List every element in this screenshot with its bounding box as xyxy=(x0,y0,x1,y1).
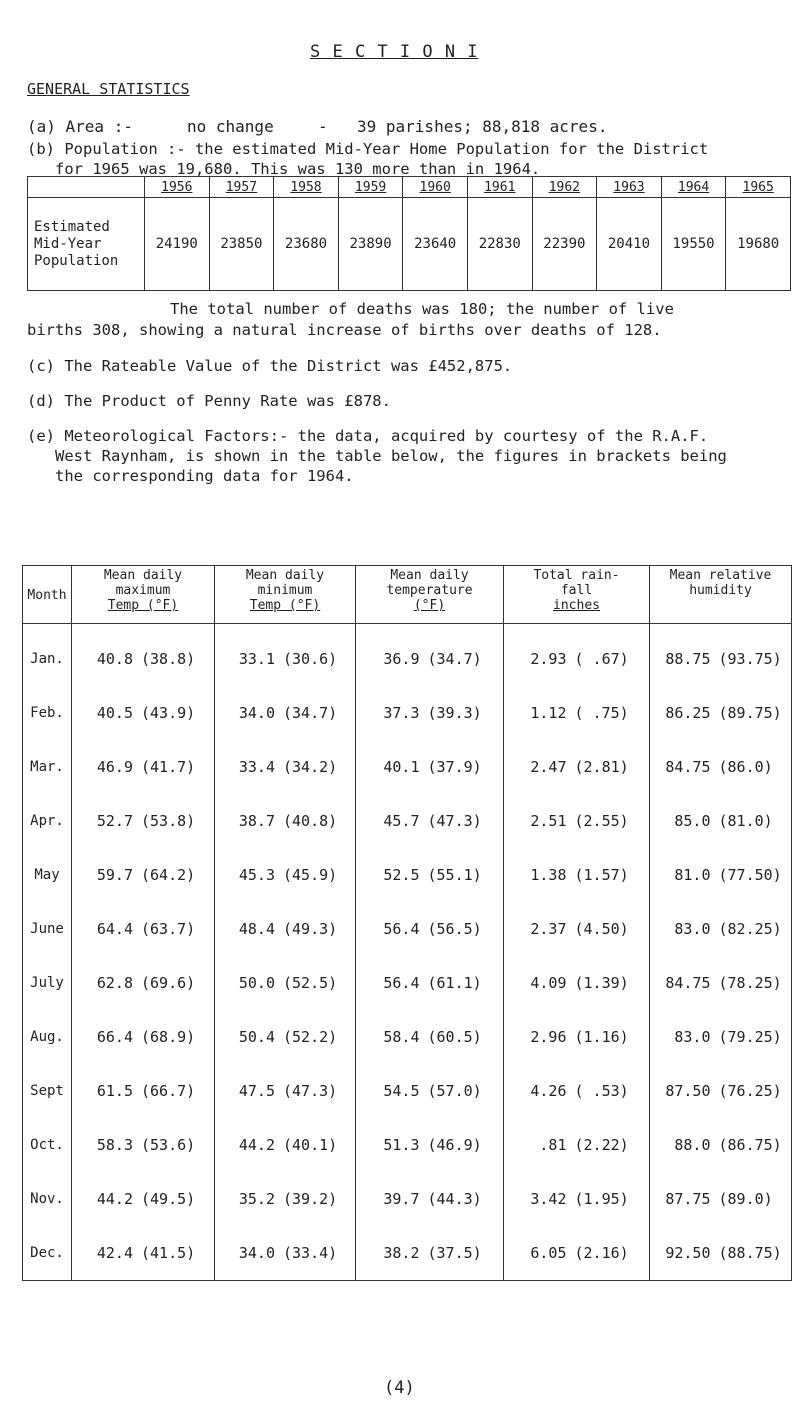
max-value: 59.7 xyxy=(96,866,133,884)
table-row xyxy=(23,1010,792,1064)
temp-previous-year: (39.3) xyxy=(427,704,482,722)
min-previous-year: (45.9) xyxy=(283,866,338,884)
min-value: 33.1 xyxy=(238,650,275,668)
min-value: 35.2 xyxy=(238,1190,275,1208)
min-previous-year: (34.2) xyxy=(283,758,338,776)
table-row xyxy=(23,624,792,687)
population-value: 23640 xyxy=(403,198,468,291)
rain-cell xyxy=(504,902,650,956)
population-value: 20410 xyxy=(597,198,662,291)
temp-value: 45.7 xyxy=(383,812,420,830)
month-cell: June xyxy=(23,902,72,956)
population-text-line1: (b) Population :- the estimated Mid-Year Home Population for the District xyxy=(27,140,709,158)
rain-value: 2.37 xyxy=(530,920,567,938)
max-previous-year: (43.9) xyxy=(141,704,196,722)
hum-previous-year: (78.25) xyxy=(718,974,782,992)
hum-previous-year: (76.25) xyxy=(718,1082,782,1100)
met-table-body xyxy=(23,624,792,1281)
table-row xyxy=(23,1226,792,1281)
row-label-line: Mid-Year xyxy=(34,235,102,252)
table-row xyxy=(23,1172,792,1226)
rain-cell xyxy=(504,1118,650,1172)
rain-cell xyxy=(504,1172,650,1226)
max-previous-year: (49.5) xyxy=(141,1190,196,1208)
rain-previous-year: (1.16) xyxy=(574,1028,629,1046)
met-table-header-row xyxy=(23,566,792,624)
temp-previous-year: (57.0) xyxy=(427,1082,482,1100)
population-value: 22830 xyxy=(467,198,532,291)
max-cell xyxy=(72,1064,215,1118)
population-value: 22390 xyxy=(532,198,597,291)
min-value: 50.0 xyxy=(238,974,275,992)
min-cell xyxy=(215,956,356,1010)
hum-previous-year: (82.25) xyxy=(718,920,782,938)
max-value: 58.3 xyxy=(96,1136,133,1154)
header-line: Temp (°F) xyxy=(107,598,179,613)
min-cell xyxy=(215,740,356,794)
header-line: Total rain- xyxy=(533,568,620,583)
population-year: 1956 xyxy=(145,177,210,198)
rain-previous-year: (1.95) xyxy=(574,1190,629,1208)
hum-cell xyxy=(650,1226,792,1281)
temp-cell xyxy=(356,848,504,902)
population-value: 19680 xyxy=(726,198,791,291)
hum-value: 83.0 xyxy=(674,920,711,938)
hum-cell xyxy=(650,686,792,740)
month-cell: Jan. xyxy=(23,624,72,687)
max-previous-year: (63.7) xyxy=(141,920,196,938)
max-previous-year: (41.5) xyxy=(141,1244,196,1262)
rain-previous-year: ( .75) xyxy=(574,704,629,722)
max-value: 44.2 xyxy=(96,1190,133,1208)
hum-previous-year: (93.75) xyxy=(718,650,782,668)
table-row xyxy=(23,902,792,956)
hum-previous-year: (88.75) xyxy=(718,1244,782,1262)
hum-cell xyxy=(650,1010,792,1064)
hum-value: 85.0 xyxy=(674,812,711,830)
temp-previous-year: (44.3) xyxy=(427,1190,482,1208)
temp-previous-year: (47.3) xyxy=(427,812,482,830)
min-value: 38.7 xyxy=(238,812,275,830)
temp-value: 56.4 xyxy=(383,974,420,992)
temp-previous-year: (34.7) xyxy=(427,650,482,668)
rain-previous-year: (1.39) xyxy=(574,974,629,992)
temp-previous-year: (60.5) xyxy=(427,1028,482,1046)
hum-value: 83.0 xyxy=(674,1028,711,1046)
max-previous-year: (41.7) xyxy=(141,758,196,776)
rain-previous-year: (4.50) xyxy=(574,920,629,938)
header-rainfall xyxy=(504,566,650,624)
header-max-temp xyxy=(72,566,215,624)
header-line: Mean daily xyxy=(390,568,469,583)
temp-previous-year: (61.1) xyxy=(427,974,482,992)
rain-value: 2.47 xyxy=(530,758,567,776)
hum-previous-year: (86.0) xyxy=(718,758,773,776)
min-previous-year: (34.7) xyxy=(283,704,338,722)
min-value: 33.4 xyxy=(238,758,275,776)
month-cell: Apr. xyxy=(23,794,72,848)
temp-cell xyxy=(356,1064,504,1118)
population-table-header-row xyxy=(28,177,791,198)
min-value: 44.2 xyxy=(238,1136,275,1154)
population-year: 1963 xyxy=(597,177,662,198)
min-cell xyxy=(215,848,356,902)
min-cell xyxy=(215,1226,356,1281)
table-row xyxy=(23,686,792,740)
min-value: 34.0 xyxy=(238,704,275,722)
max-cell xyxy=(72,794,215,848)
population-year: 1964 xyxy=(661,177,726,198)
section-heading: S E C T I O N I xyxy=(310,42,479,62)
hum-value: 86.25 xyxy=(665,704,711,722)
population-year: 1959 xyxy=(338,177,403,198)
table-row xyxy=(23,1064,792,1118)
hum-value: 81.0 xyxy=(674,866,711,884)
header-humidity xyxy=(650,566,792,624)
header-line: Temp (°F) xyxy=(249,598,321,613)
population-year: 1962 xyxy=(532,177,597,198)
rain-previous-year: (1.57) xyxy=(574,866,629,884)
rain-value: 2.93 xyxy=(530,650,567,668)
max-previous-year: (53.8) xyxy=(141,812,196,830)
max-value: 52.7 xyxy=(96,812,133,830)
temp-previous-year: (55.1) xyxy=(427,866,482,884)
max-cell xyxy=(72,1172,215,1226)
header-line: inches xyxy=(553,598,600,613)
population-year: 1957 xyxy=(209,177,274,198)
temp-cell xyxy=(356,794,504,848)
population-year: 1965 xyxy=(726,177,791,198)
month-cell: Aug. xyxy=(23,1010,72,1064)
rain-value: .81 xyxy=(539,1136,567,1154)
hum-previous-year: (81.0) xyxy=(718,812,773,830)
rain-value: 2.96 xyxy=(530,1028,567,1046)
rain-previous-year: ( .53) xyxy=(574,1082,629,1100)
hum-value: 87.75 xyxy=(665,1190,711,1208)
temp-value: 52.5 xyxy=(383,866,420,884)
month-cell: May xyxy=(23,848,72,902)
temp-previous-year: (56.5) xyxy=(427,920,482,938)
month-cell: Sept xyxy=(23,1064,72,1118)
header-line: temperature xyxy=(386,583,473,598)
temp-value: 36.9 xyxy=(383,650,420,668)
temp-cell xyxy=(356,624,504,687)
min-cell xyxy=(215,902,356,956)
hum-cell xyxy=(650,1064,792,1118)
page-title: GENERAL STATISTICS xyxy=(27,80,190,98)
hum-value: 84.75 xyxy=(665,758,711,776)
rain-cell xyxy=(504,1226,650,1281)
max-cell xyxy=(72,624,215,687)
min-value: 50.4 xyxy=(238,1028,275,1046)
header-line: fall xyxy=(560,583,593,598)
meteo-text-line1: (e) Meteorological Factors:- the data, acquired by courtesy of the R.A.F. xyxy=(27,427,709,445)
population-table-corner xyxy=(28,177,145,198)
population-table xyxy=(27,176,791,291)
hum-cell xyxy=(650,794,792,848)
hum-previous-year: (86.75) xyxy=(718,1136,782,1154)
header-line: maximum xyxy=(115,583,171,598)
area-label: (a) Area :- xyxy=(27,117,133,136)
temp-value: 58.4 xyxy=(383,1028,420,1046)
max-value: 46.9 xyxy=(96,758,133,776)
rateable-value-text: (c) The Rateable Value of the District was £452,875. xyxy=(27,357,513,375)
table-row xyxy=(23,848,792,902)
max-cell xyxy=(72,956,215,1010)
header-mean-temp xyxy=(356,566,504,624)
temp-previous-year: (37.5) xyxy=(427,1244,482,1262)
month-cell: July xyxy=(23,956,72,1010)
deaths-text-line2: births 308, showing a natural increase of births over deaths of 128. xyxy=(27,321,662,339)
month-cell: Dec. xyxy=(23,1226,72,1281)
min-cell xyxy=(215,624,356,687)
min-previous-year: (39.2) xyxy=(283,1190,338,1208)
temp-cell xyxy=(356,1226,504,1281)
min-cell xyxy=(215,1010,356,1064)
hum-previous-year: (89.0) xyxy=(718,1190,773,1208)
temp-previous-year: (46.9) xyxy=(427,1136,482,1154)
population-year: 1960 xyxy=(403,177,468,198)
temp-value: 40.1 xyxy=(383,758,420,776)
meteorological-table xyxy=(22,565,792,1281)
month-cell: Mar. xyxy=(23,740,72,794)
rain-cell xyxy=(504,686,650,740)
area-dash: - xyxy=(318,117,328,136)
rain-value: 4.09 xyxy=(530,974,567,992)
hum-value: 92.50 xyxy=(665,1244,711,1262)
min-value: 47.5 xyxy=(238,1082,275,1100)
rain-previous-year: (2.16) xyxy=(574,1244,629,1262)
header-line: Mean daily xyxy=(245,568,325,583)
max-value: 61.5 xyxy=(96,1082,133,1100)
population-value: 23890 xyxy=(338,198,403,291)
rain-value: 2.51 xyxy=(530,812,567,830)
max-previous-year: (68.9) xyxy=(141,1028,196,1046)
page-number: (4) xyxy=(384,1378,415,1398)
hum-cell xyxy=(650,848,792,902)
area-change: no change xyxy=(187,117,274,136)
table-row xyxy=(23,1118,792,1172)
population-text-line2: for 1965 was 19,680. This was 130 more than in 1964. xyxy=(55,160,541,178)
population-year: 1961 xyxy=(467,177,532,198)
max-cell xyxy=(72,1226,215,1281)
header-line: Mean daily xyxy=(103,568,183,583)
min-cell xyxy=(215,686,356,740)
table-row xyxy=(23,794,792,848)
hum-cell xyxy=(650,1118,792,1172)
hum-cell xyxy=(650,624,792,687)
hum-cell xyxy=(650,902,792,956)
min-previous-year: (52.2) xyxy=(283,1028,338,1046)
temp-cell xyxy=(356,1010,504,1064)
max-previous-year: (64.2) xyxy=(141,866,196,884)
month-cell: Nov. xyxy=(23,1172,72,1226)
temp-cell xyxy=(356,686,504,740)
min-previous-year: (49.3) xyxy=(283,920,338,938)
header-line: minimum xyxy=(257,583,313,598)
rain-value: 1.12 xyxy=(530,704,567,722)
rain-value: 3.42 xyxy=(530,1190,567,1208)
rain-previous-year: (2.55) xyxy=(574,812,629,830)
max-previous-year: (69.6) xyxy=(141,974,196,992)
header-month-label: Month xyxy=(27,588,67,603)
hum-value: 88.0 xyxy=(674,1136,711,1154)
hum-value: 87.50 xyxy=(665,1082,711,1100)
meteo-text-line2: West Raynham, is shown in the table below, the figures in brackets being xyxy=(55,447,727,465)
min-previous-year: (30.6) xyxy=(283,650,338,668)
max-cell xyxy=(72,1118,215,1172)
header-min-temp xyxy=(215,566,356,624)
max-value: 64.4 xyxy=(96,920,133,938)
rain-cell xyxy=(504,794,650,848)
population-value: 24190 xyxy=(145,198,210,291)
min-value: 34.0 xyxy=(238,1244,275,1262)
max-previous-year: (53.6) xyxy=(141,1136,196,1154)
population-row-label xyxy=(28,198,145,291)
max-value: 40.8 xyxy=(96,650,133,668)
max-value: 40.5 xyxy=(96,704,133,722)
rain-previous-year: (2.22) xyxy=(574,1136,629,1154)
row-label-line: Estimated xyxy=(34,218,110,235)
min-cell xyxy=(215,1172,356,1226)
max-cell xyxy=(72,902,215,956)
rain-cell xyxy=(504,624,650,687)
header-month xyxy=(23,566,72,624)
temp-value: 37.3 xyxy=(383,704,420,722)
month-cell: Oct. xyxy=(23,1118,72,1172)
table-row xyxy=(23,740,792,794)
temp-value: 51.3 xyxy=(383,1136,420,1154)
min-cell xyxy=(215,1118,356,1172)
temp-cell xyxy=(356,1118,504,1172)
rain-value: 4.26 xyxy=(530,1082,567,1100)
max-previous-year: (66.7) xyxy=(141,1082,196,1100)
hum-previous-year: (89.75) xyxy=(718,704,782,722)
temp-value: 56.4 xyxy=(383,920,420,938)
header-line: Mean relative xyxy=(669,568,772,583)
hum-cell xyxy=(650,1172,792,1226)
rain-cell xyxy=(504,956,650,1010)
month-cell: Feb. xyxy=(23,686,72,740)
row-label-line: Population xyxy=(34,252,119,269)
max-value: 66.4 xyxy=(96,1028,133,1046)
max-cell xyxy=(72,686,215,740)
rain-cell xyxy=(504,1064,650,1118)
rain-value: 1.38 xyxy=(530,866,567,884)
header-line: humidity xyxy=(689,583,752,598)
table-row xyxy=(23,956,792,1010)
penny-rate-text: (d) The Product of Penny Rate was £878. xyxy=(27,392,391,410)
hum-previous-year: (77.50) xyxy=(718,866,782,884)
temp-cell xyxy=(356,740,504,794)
rain-previous-year: (2.81) xyxy=(574,758,629,776)
min-cell xyxy=(215,1064,356,1118)
temp-value: 39.7 xyxy=(383,1190,420,1208)
hum-cell xyxy=(650,740,792,794)
max-cell xyxy=(72,740,215,794)
max-cell xyxy=(72,1010,215,1064)
max-value: 42.4 xyxy=(96,1244,133,1262)
min-previous-year: (52.5) xyxy=(283,974,338,992)
rain-previous-year: ( .67) xyxy=(574,650,629,668)
min-previous-year: (40.8) xyxy=(283,812,338,830)
area-value: 39 parishes; 88,818 acres. xyxy=(357,117,608,136)
deaths-text-line1: The total number of deaths was 180; the number of live xyxy=(170,300,674,318)
rain-cell xyxy=(504,1010,650,1064)
temp-value: 54.5 xyxy=(383,1082,420,1100)
min-value: 45.3 xyxy=(238,866,275,884)
hum-previous-year: (79.25) xyxy=(718,1028,782,1046)
max-cell xyxy=(72,848,215,902)
max-value: 62.8 xyxy=(96,974,133,992)
hum-value: 88.75 xyxy=(665,650,711,668)
population-year: 1958 xyxy=(274,177,339,198)
rain-value: 6.05 xyxy=(530,1244,567,1262)
min-cell xyxy=(215,794,356,848)
max-previous-year: (38.8) xyxy=(141,650,196,668)
rain-cell xyxy=(504,740,650,794)
min-previous-year: (47.3) xyxy=(283,1082,338,1100)
min-previous-year: (40.1) xyxy=(283,1136,338,1154)
min-previous-year: (33.4) xyxy=(283,1244,338,1262)
temp-cell xyxy=(356,902,504,956)
population-value: 23680 xyxy=(274,198,339,291)
population-value: 23850 xyxy=(209,198,274,291)
hum-cell xyxy=(650,956,792,1010)
hum-value: 84.75 xyxy=(665,974,711,992)
temp-value: 38.2 xyxy=(383,1244,420,1262)
temp-previous-year: (37.9) xyxy=(427,758,482,776)
header-line: (°F) xyxy=(413,598,446,613)
population-table-row xyxy=(28,198,791,291)
min-value: 48.4 xyxy=(238,920,275,938)
temp-cell xyxy=(356,1172,504,1226)
rain-cell xyxy=(504,848,650,902)
population-value: 19550 xyxy=(661,198,726,291)
meteo-text-line3: the corresponding data for 1964. xyxy=(55,467,354,485)
temp-cell xyxy=(356,956,504,1010)
